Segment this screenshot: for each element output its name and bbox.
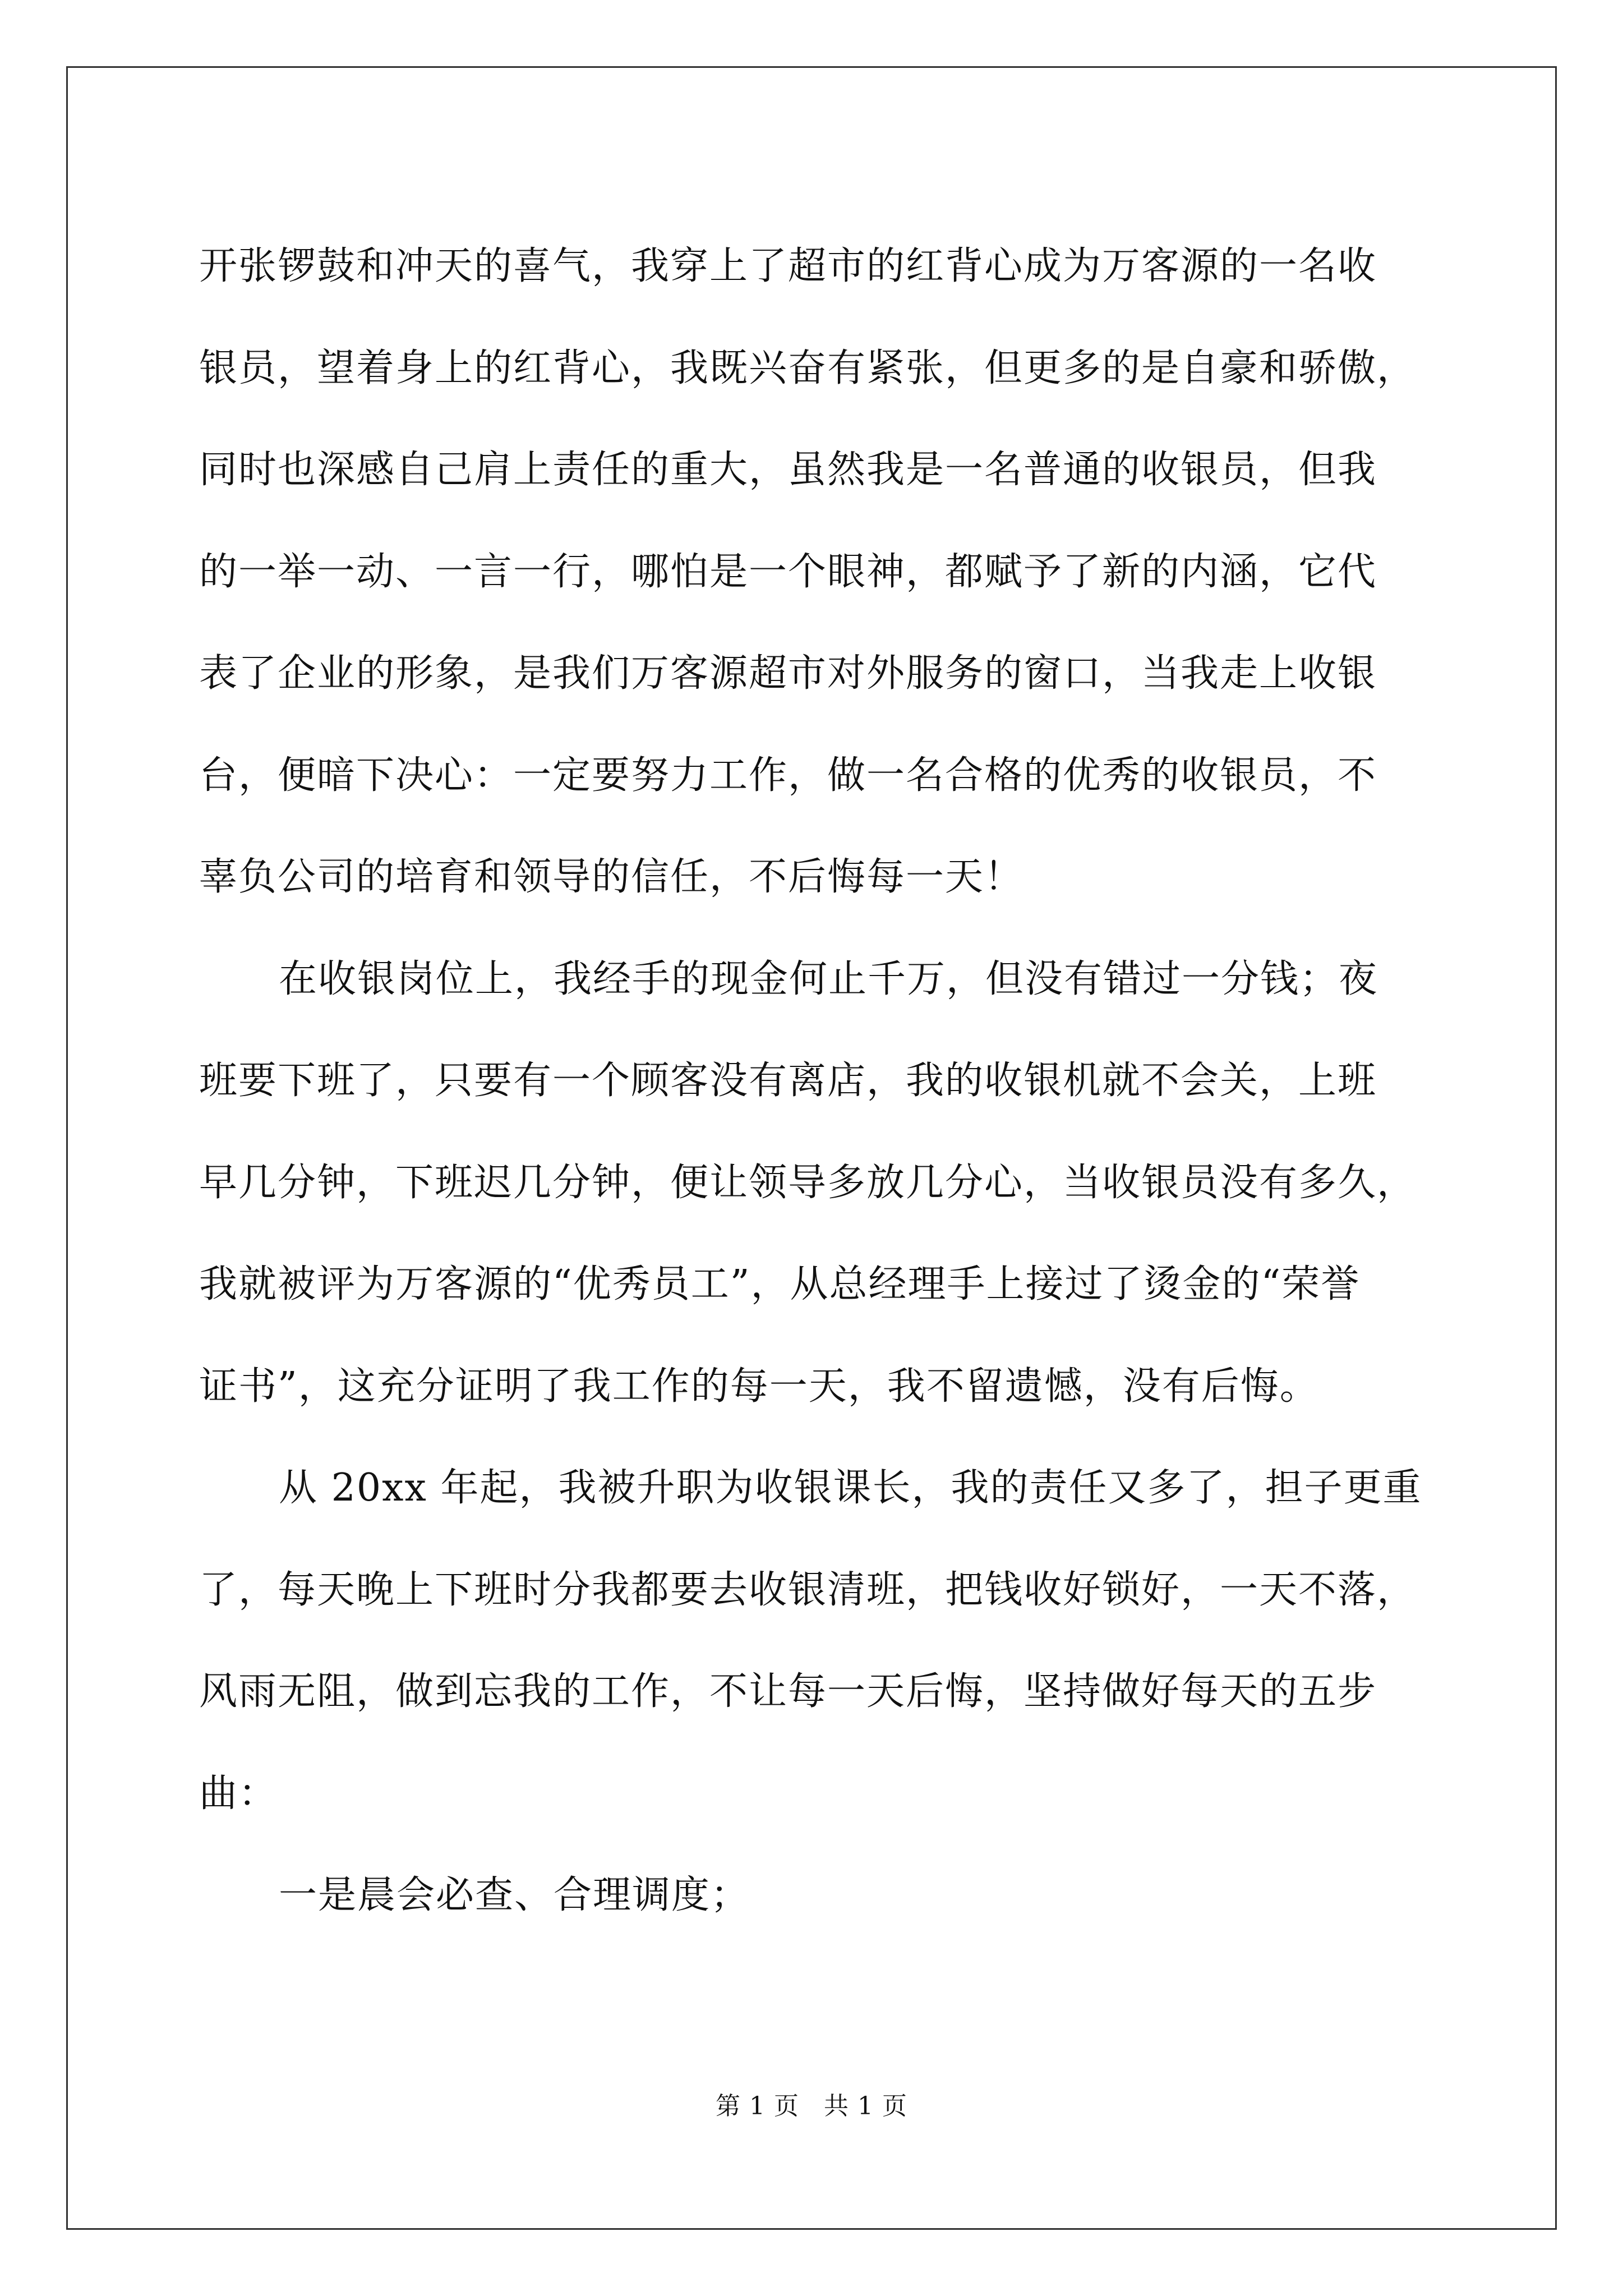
text-line: 我就被评为万客源的“优秀员工”，从总经理手上接过了烫金的“荣誉	[199, 1262, 1361, 1306]
page-footer	[0, 2086, 1623, 2122]
text-line: 辜负公司的培育和领导的信任，不后悔每一天！	[199, 855, 1024, 899]
text-line: 台，便暗下决心：一定要努力工作，做一名合格的优秀的收银员，不	[199, 753, 1377, 798]
text-line: 班要下班了，只要有一个顾客没有离店，我的收银机就不会关，上班	[199, 1059, 1377, 1103]
text-line: 表了企业的形象，是我们万客源超市对外服务的窗口，当我走上收银	[199, 651, 1377, 696]
document-body	[199, 215, 1455, 1947]
text-line: 开张锣鼓和冲天的喜气，我穿上了超市的红背心成为万客源的一名收	[199, 244, 1377, 288]
text-line: 从 20xx 年起，我被升职为收银课长，我的责任又多了，担子更重	[279, 1466, 1422, 1510]
text-line: 证书”，这充分证明了我工作的每一天，我不留遗憾，没有后悔。	[199, 1364, 1319, 1409]
text-line: 的一举一动、一言一行，哪怕是一个眼神，都赋予了新的内涵，它代	[199, 549, 1377, 594]
page-number: 第 1 页	[716, 2092, 799, 2120]
text-line: 曲：	[199, 1771, 278, 1816]
text-line: 同时也深感自己肩上责任的重大，虽然我是一名普通的收银员，但我	[199, 448, 1377, 492]
paragraph-2	[199, 928, 1455, 1438]
paragraph-3	[199, 1437, 1455, 1844]
text-line: 早几分钟，下班迟几分钟，便让领导多放几分心，当收银员没有多久，	[199, 1160, 1417, 1205]
text-line: 了，每天晚上下班时分我都要去收银清班，把钱收好锁好，一天不落，	[199, 1567, 1417, 1612]
paragraph-1	[199, 215, 1455, 928]
text-line: 风雨无阻，做到忘我的工作，不让每一天后悔，坚持做好每天的五步	[199, 1669, 1377, 1714]
text-line: 银员，望着身上的红背心，我既兴奋有紧张，但更多的是自豪和骄傲，	[199, 346, 1417, 390]
text-line: 在收银岗位上，我经手的现金何止千万，但没有错过一分钱；夜	[279, 956, 1378, 1001]
page-total: 共 1 页	[824, 2092, 907, 2120]
paragraph-4	[199, 1844, 1455, 1947]
text-line: 一是晨会必查、合理调度；	[279, 1873, 750, 1917]
